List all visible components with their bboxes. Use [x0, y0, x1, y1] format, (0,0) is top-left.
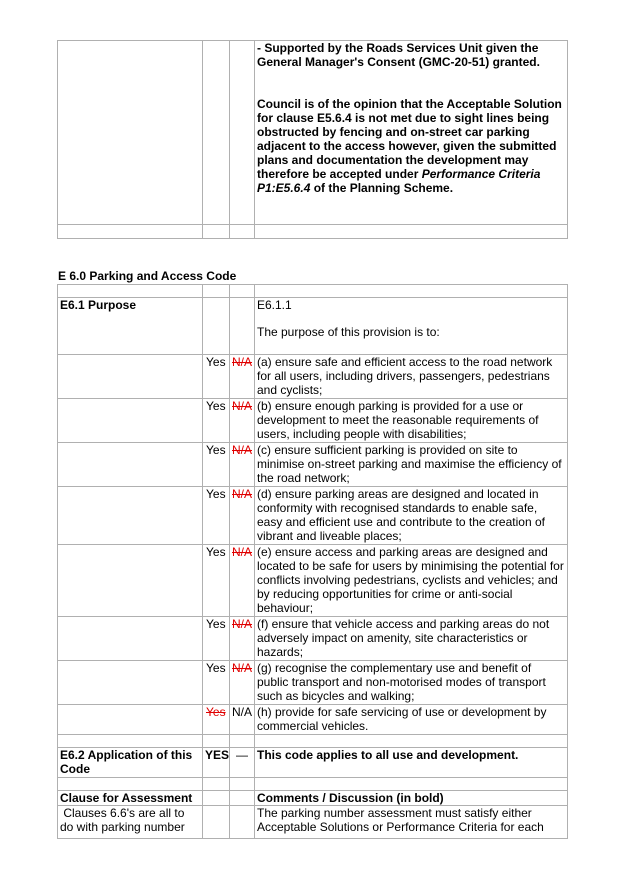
assessment-header-row	[58, 791, 568, 806]
empty-cell	[203, 41, 230, 225]
purpose-clause: E6.1.1	[257, 298, 292, 312]
na-cell: N/A	[230, 705, 255, 735]
blank-row	[58, 778, 568, 791]
yes-cell: Yes	[203, 399, 230, 443]
empty-cell	[203, 791, 230, 806]
application-label: E6.2 Application of this Code	[58, 748, 203, 778]
purpose-item-text: (b) ensure enough parking is provided for a use or development to meet the reasonable requirements of users, including people with disabilities;	[255, 399, 568, 443]
empty-cell	[58, 443, 203, 487]
purpose-item-text: (d) ensure parking areas are designed and located in conformity with recognised standards to enable safe, easy and efficient use and contribute to the creation of vibrant and liveable places;	[255, 487, 568, 545]
assessment-header-left: Clause for Assessment	[58, 791, 203, 806]
purpose-item-text: (f) ensure that vehicle access and parking areas do not adversely impact on amenity, site characteristics or hazards;	[255, 617, 568, 661]
assessment-right: The parking number assessment must satisfy either Acceptable Solutions or Performance Criteria for each	[255, 806, 568, 839]
application-dash: —	[230, 748, 255, 778]
opinion-text-end: of the Planning Scheme.	[310, 181, 454, 195]
empty-cell	[58, 285, 203, 298]
empty-cell	[230, 285, 255, 298]
yes-cell: Yes	[203, 545, 230, 617]
na-cell: N/A	[230, 661, 255, 705]
purpose-item-row	[58, 545, 568, 617]
empty-cell	[58, 487, 203, 545]
empty-cell	[230, 806, 255, 839]
empty-cell	[230, 791, 255, 806]
purpose-item-text: (h) provide for safe servicing of use or development by commercial vehicles.	[255, 705, 568, 735]
application-yes: YES	[203, 748, 230, 778]
assessment-header-right: Comments / Discussion (in bold)	[255, 791, 568, 806]
purpose-item-row	[58, 661, 568, 705]
assessment-row	[58, 806, 568, 839]
council-opinion	[257, 97, 565, 195]
purpose-item-row	[58, 355, 568, 399]
continuation-table	[57, 40, 568, 239]
empty-cell	[230, 298, 255, 355]
empty-cell	[255, 285, 568, 298]
purpose-row	[58, 298, 568, 355]
empty-cell	[203, 298, 230, 355]
empty-cell	[255, 778, 568, 791]
na-cell: N/A	[230, 545, 255, 617]
empty-cell	[203, 735, 230, 748]
empty-cell	[203, 806, 230, 839]
empty-cell	[230, 778, 255, 791]
continuation-row	[58, 41, 568, 225]
empty-cell	[203, 778, 230, 791]
empty-cell	[58, 661, 203, 705]
empty-cell	[58, 225, 203, 239]
yes-cell: Yes	[203, 355, 230, 399]
purpose-item-row	[58, 399, 568, 443]
empty-cell	[203, 285, 230, 298]
purpose-item-text: (e) ensure access and parking areas are designed and located to be safe for users by minimising the potential for conflicts involving pedestrians, cyclists and vehicles; and by reducing opportunities for crime or anti-social behaviour;	[255, 545, 568, 617]
yes-cell: Yes	[203, 487, 230, 545]
purpose-item-row	[58, 443, 568, 487]
parking-code-table	[57, 284, 568, 839]
na-cell: N/A	[230, 617, 255, 661]
supported-line: - Supported by the Roads Services Unit given the General Manager's Consent (GMC-20-51) granted.	[257, 41, 540, 69]
section-heading: E 6.0 Parking and Access Code	[58, 269, 237, 283]
purpose-label: E6.1 Purpose	[58, 298, 203, 355]
discussion-cell	[255, 41, 568, 225]
blank-row	[58, 285, 568, 298]
empty-cell	[230, 735, 255, 748]
empty-cell	[58, 41, 203, 225]
empty-cell	[58, 617, 203, 661]
purpose-item-row	[58, 617, 568, 661]
purpose-intro-cell	[255, 298, 568, 355]
application-text: This code applies to all use and development.	[255, 748, 568, 778]
application-row	[58, 748, 568, 778]
na-cell: N/A	[230, 443, 255, 487]
purpose-item-text: (g) recognise the complementary use and benefit of public transport and non-motorised modes of transport such as bicycles and walking;	[255, 661, 568, 705]
empty-cell	[58, 399, 203, 443]
empty-cell	[230, 225, 255, 239]
empty-cell	[58, 705, 203, 735]
purpose-items	[58, 355, 568, 735]
blank-row	[58, 225, 568, 239]
empty-cell	[230, 41, 255, 225]
assessment-left: Clauses 6.6's are all to do with parking number	[58, 806, 203, 839]
empty-cell	[58, 545, 203, 617]
opinion-text: Council is of the opinion that the Acceptable Solution for clause E5.6.4 is not met due to sight lines being obstructed by fencing and on-street car parking adjacent to the access however, given the submitted plans and documentation the development may therefore be accepted under	[257, 97, 562, 181]
purpose-item-row	[58, 705, 568, 735]
yes-cell: Yes	[203, 705, 230, 735]
empty-cell	[255, 735, 568, 748]
na-cell: N/A	[230, 487, 255, 545]
empty-cell	[255, 225, 568, 239]
purpose-item-text: (c) ensure sufficient parking is provided on site to minimise on-street parking and maximise the efficiency of the road network;	[255, 443, 568, 487]
yes-cell: Yes	[203, 443, 230, 487]
na-cell: N/A	[230, 399, 255, 443]
blank-row	[58, 735, 568, 748]
purpose-item-text: (a) ensure safe and efficient access to the road network for all users, including drivers, passengers, pedestrians and cyclists;	[255, 355, 568, 399]
purpose-intro: The purpose of this provision is to:	[257, 325, 440, 339]
empty-cell	[58, 355, 203, 399]
purpose-item-row	[58, 487, 568, 545]
na-cell: N/A	[230, 355, 255, 399]
empty-cell	[58, 778, 203, 791]
empty-cell	[203, 225, 230, 239]
yes-cell: Yes	[203, 661, 230, 705]
performance-criteria-ref: Performance Criteria P1:E5.6.4	[257, 167, 541, 195]
empty-cell	[58, 735, 203, 748]
yes-cell: Yes	[203, 617, 230, 661]
